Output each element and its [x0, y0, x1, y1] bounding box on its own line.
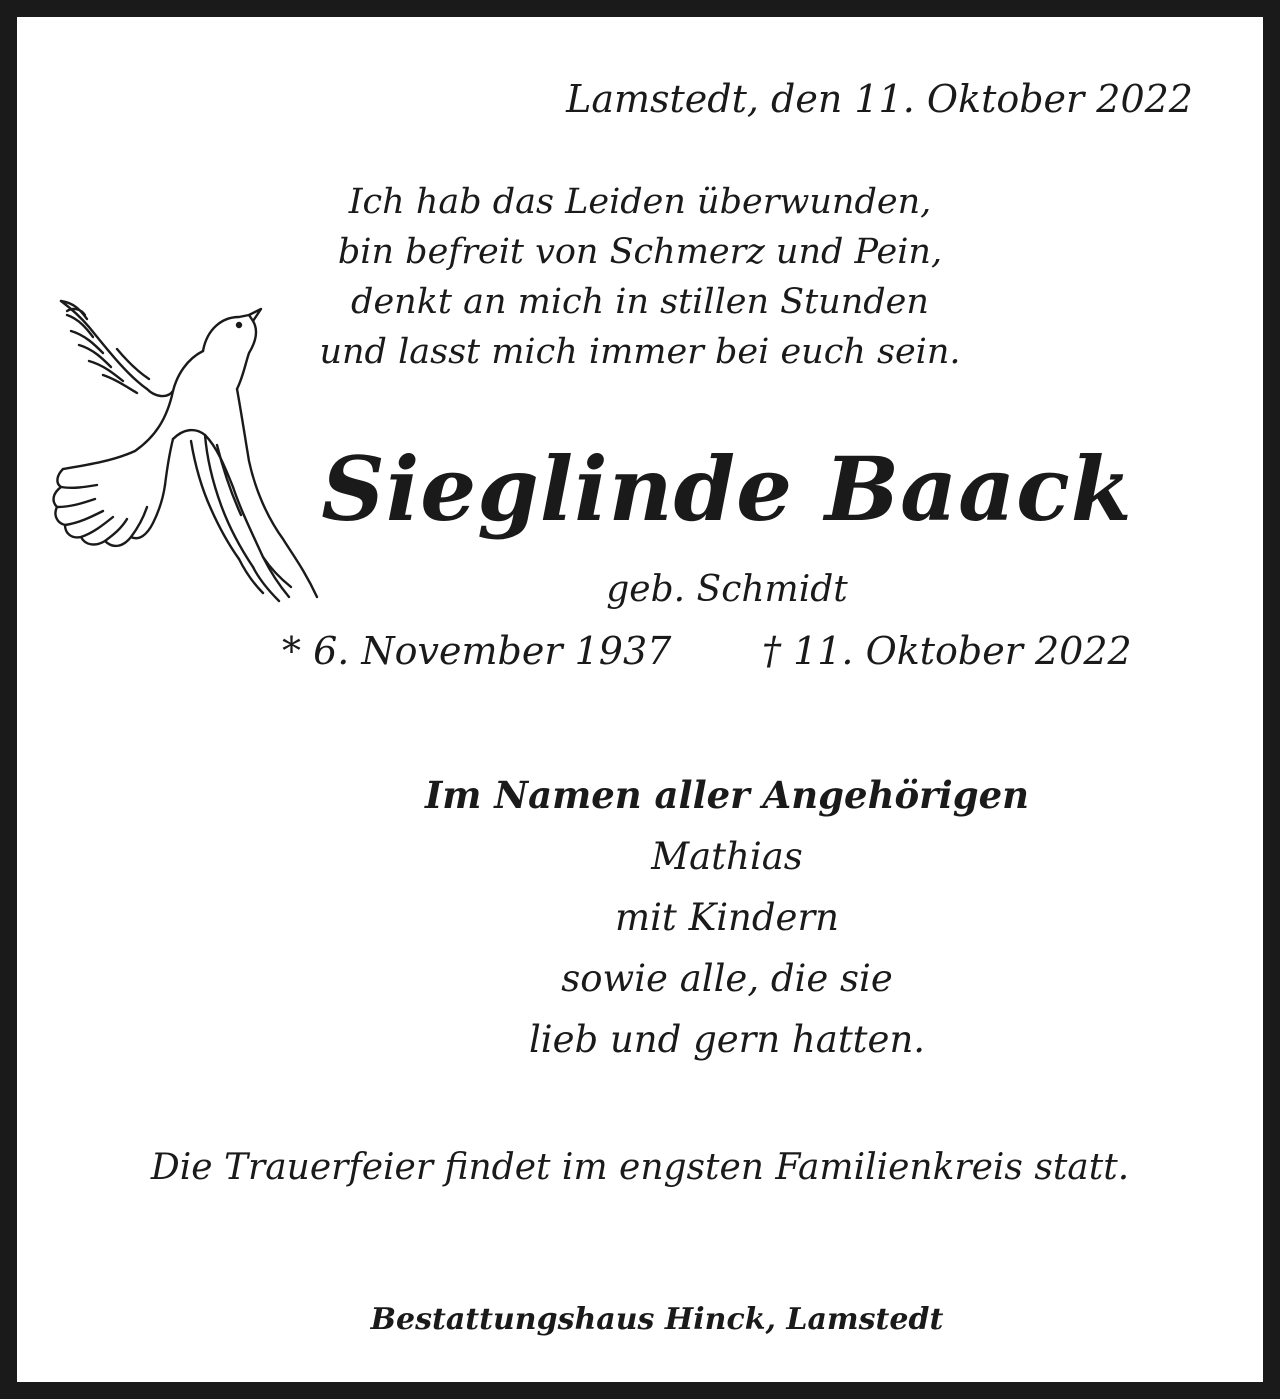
signer-line: sowie alle, die sie — [561, 957, 893, 1000]
place-date: Lamstedt, den 11. Oktober 2022 — [566, 77, 1193, 121]
funeral-home: Bestattungshaus Hinck, Lamstedt — [370, 1302, 944, 1337]
signers-lead: Im Namen aller Angehörigen — [424, 773, 1030, 817]
signers-block — [317, 765, 1137, 1070]
poem-line: denkt an mich in stillen Stunden — [351, 282, 929, 322]
signer-line: mit Kindern — [615, 896, 839, 939]
deceased-name: Sieglinde Baack — [321, 437, 1133, 541]
dove-icon — [27, 279, 327, 609]
poem-line: bin befreit von Schmerz und Pein, — [337, 232, 943, 272]
poem-line: und lasst mich immer bei euch sein. — [319, 332, 961, 372]
signer-line: Mathias — [651, 835, 803, 878]
poem-line: Ich hab das Leiden überwunden, — [348, 182, 932, 222]
maiden-name: geb. Schmidt — [606, 569, 848, 610]
birth-date: * 6. November 1937 — [282, 629, 672, 673]
ceremony-note: Die Trauerfeier findet im engsten Familienkreis statt. — [150, 1147, 1130, 1188]
death-date: † 11. Oktober 2022 — [762, 629, 1132, 673]
signer-line: lieb und gern hatten. — [528, 1018, 926, 1061]
